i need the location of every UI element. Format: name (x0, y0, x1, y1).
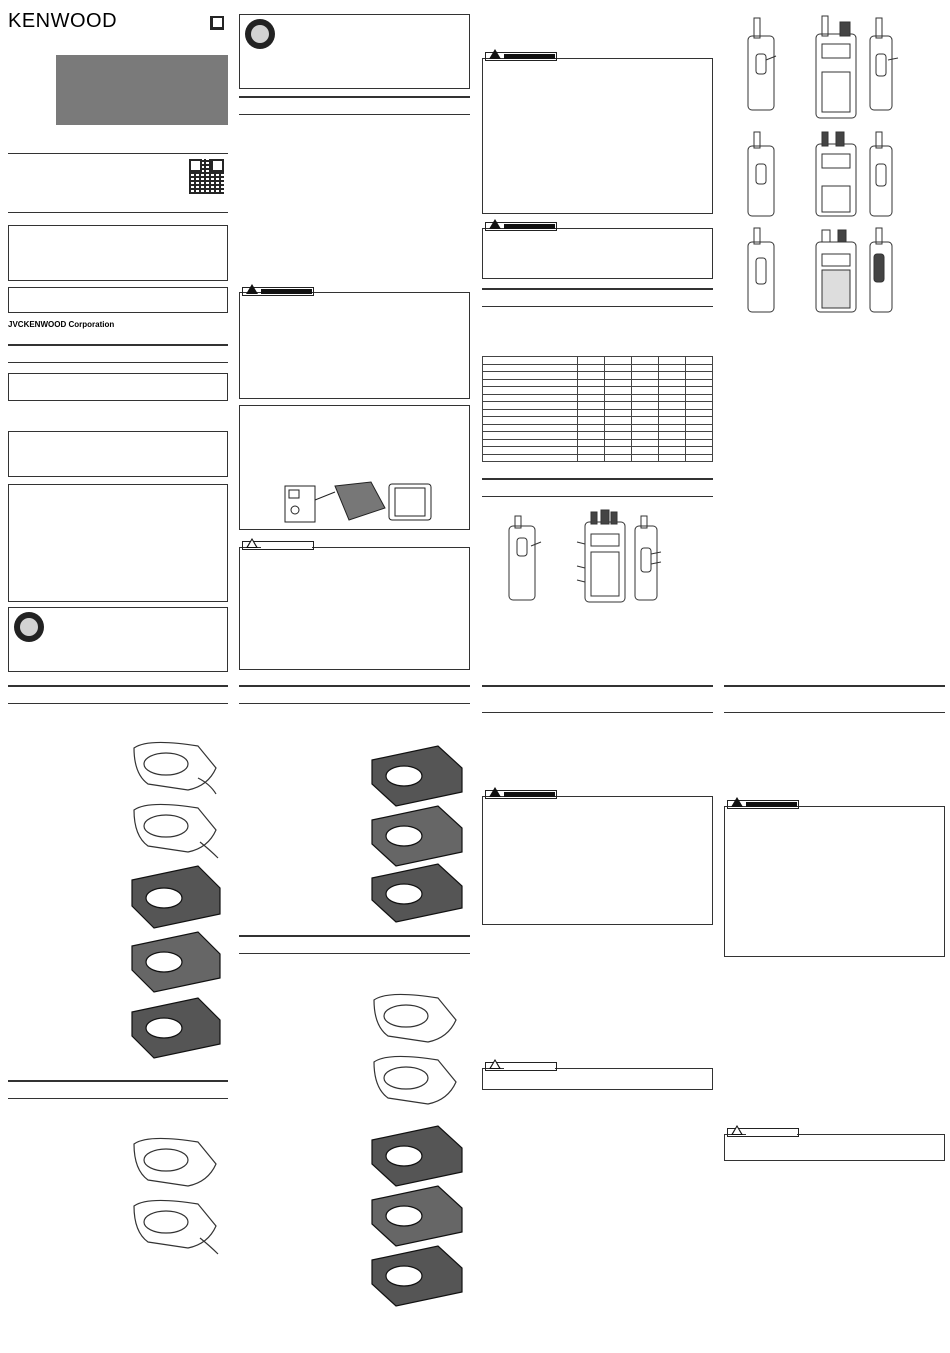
info-box (8, 484, 228, 602)
qr-code (189, 159, 224, 194)
section-rule (482, 496, 713, 497)
warning-label (242, 287, 314, 296)
section-rule (239, 935, 470, 937)
section-rule (482, 306, 713, 307)
warning-icon (489, 787, 501, 797)
section-rule (239, 703, 470, 704)
caution-label (242, 541, 314, 550)
corporation-name: JVCKENWOOD Corporation (8, 320, 115, 329)
warning-icon (489, 219, 501, 229)
section-rule (8, 685, 228, 687)
cover-title-panel (56, 55, 228, 125)
section-rule (482, 478, 713, 480)
warning-box (239, 292, 470, 399)
battery-illustration (285, 480, 435, 525)
radio-views-illustration (505, 508, 665, 603)
caution-label (727, 1128, 799, 1137)
section-rule (239, 953, 470, 954)
caution-box (239, 547, 470, 670)
caution-icon (246, 538, 258, 548)
section-rule (239, 96, 470, 98)
warning-box (482, 796, 713, 925)
recycle-box (239, 14, 470, 89)
caution-icon (731, 1125, 743, 1135)
spec-table (482, 356, 713, 462)
case-illustrations (368, 990, 466, 1310)
warning-icon (246, 284, 258, 294)
section-rule (724, 712, 945, 713)
warning-box (482, 228, 713, 279)
warning-label (485, 222, 557, 231)
section-rule (482, 712, 713, 713)
case-illustrations (128, 1134, 223, 1259)
divider (8, 212, 228, 213)
radio-views-illustration (742, 14, 907, 319)
small-qr-code (210, 16, 224, 30)
recycle-icon (245, 19, 275, 49)
caution-box (482, 1068, 713, 1090)
warning-box (482, 58, 713, 214)
info-box (8, 373, 228, 401)
recycle-icon (14, 612, 44, 642)
warning-icon (731, 797, 743, 807)
case-illustrations (128, 738, 223, 1068)
warning-label (485, 790, 557, 799)
caution-icon (489, 1059, 501, 1069)
section-rule (8, 344, 228, 346)
warning-label (485, 52, 557, 61)
warning-icon (489, 49, 501, 59)
case-illustrations (368, 738, 466, 913)
warning-label (727, 800, 799, 809)
section-rule (8, 1080, 228, 1082)
section-rule (482, 288, 713, 290)
section-rule (8, 362, 228, 363)
caution-label (485, 1062, 557, 1071)
section-rule (239, 685, 470, 687)
section-rule (724, 685, 945, 687)
caution-box (724, 1134, 945, 1161)
recycle-box (8, 607, 228, 672)
section-rule (8, 1098, 228, 1099)
notice-box (8, 225, 228, 281)
kenwood-logo: KENWOOD (8, 10, 118, 32)
notice-box (8, 287, 228, 313)
section-rule (482, 685, 713, 687)
info-box (8, 431, 228, 477)
section-rule (239, 114, 470, 115)
divider (8, 153, 228, 154)
section-rule (8, 703, 228, 704)
warning-box (724, 806, 945, 957)
